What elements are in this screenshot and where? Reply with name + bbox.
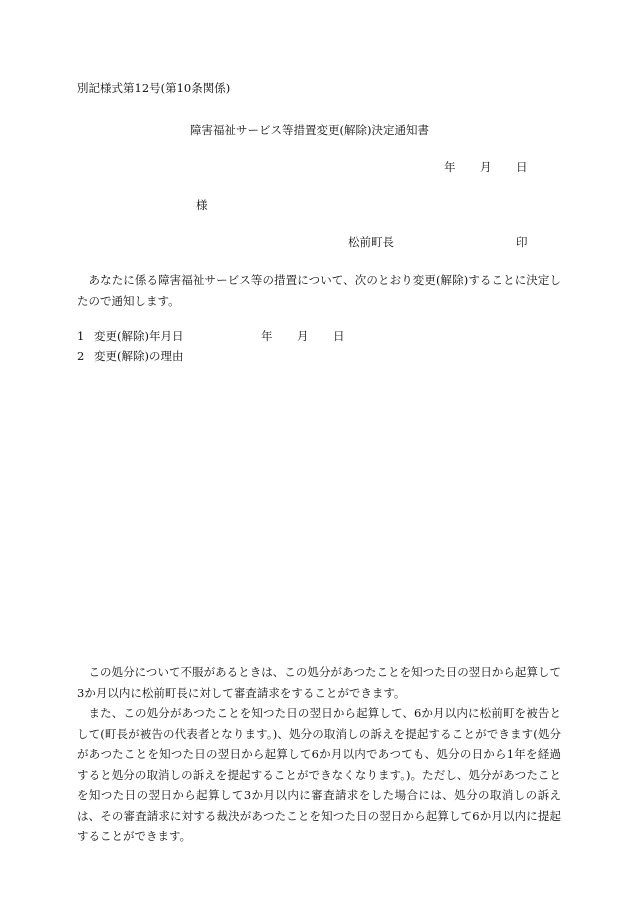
- recipient-suffix: 様: [196, 198, 208, 212]
- date-year-label: 年: [444, 160, 456, 174]
- item-number: 1: [77, 329, 85, 343]
- body-text: あなたに係る障害福祉サービス等の措置について、次のとおり変更(解除)することに決定したので通知します。: [77, 273, 561, 308]
- item-number: 2: [77, 349, 85, 363]
- issuer-name: 松前町長: [348, 235, 394, 249]
- date-day-label: 日: [516, 160, 528, 174]
- date-month-label: 月: [480, 160, 492, 174]
- item-year-label: 年: [261, 329, 273, 343]
- item-day-label: 日: [333, 329, 345, 343]
- form-label: 別記様式第12号(第10条関係): [77, 81, 231, 95]
- seal-mark: 印: [516, 235, 528, 249]
- document-title: 障害福祉サービス等措置変更(解除)決定通知書: [190, 123, 429, 137]
- item-month-label: 月: [297, 329, 309, 343]
- item-label: 変更(解除)の理由: [94, 349, 184, 363]
- item-label: 変更(解除)年月日: [94, 329, 184, 343]
- appeal-notice-paragraph: この処分について不服があるときは、この処分があつたことを知つた日の翌日から起算して3か月以内に松前町長に対して審査請求をすることができます。: [77, 665, 561, 700]
- lawsuit-notice-paragraph: また、この処分があつたことを知つた日の翌日から起算して、6か月以内に松前町を被告として(町長が被告の代表者となります。)、処分の取消しの訴えを提起することができます(処分があつたことを知つた日の翌日から起算して6か月以内であつても、処分の日から1年を経過すると処分の取消しの訴えを提起することができなくなります。)。ただし、処分があつたことを知つた日の翌日から起算して3か月以内に審査請求をした場合には、処分の取消しの訴えは、その審査請求に対する裁決があつたことを知つた日の翌日から起算して6か月以内に提起することができます。: [77, 706, 561, 843]
